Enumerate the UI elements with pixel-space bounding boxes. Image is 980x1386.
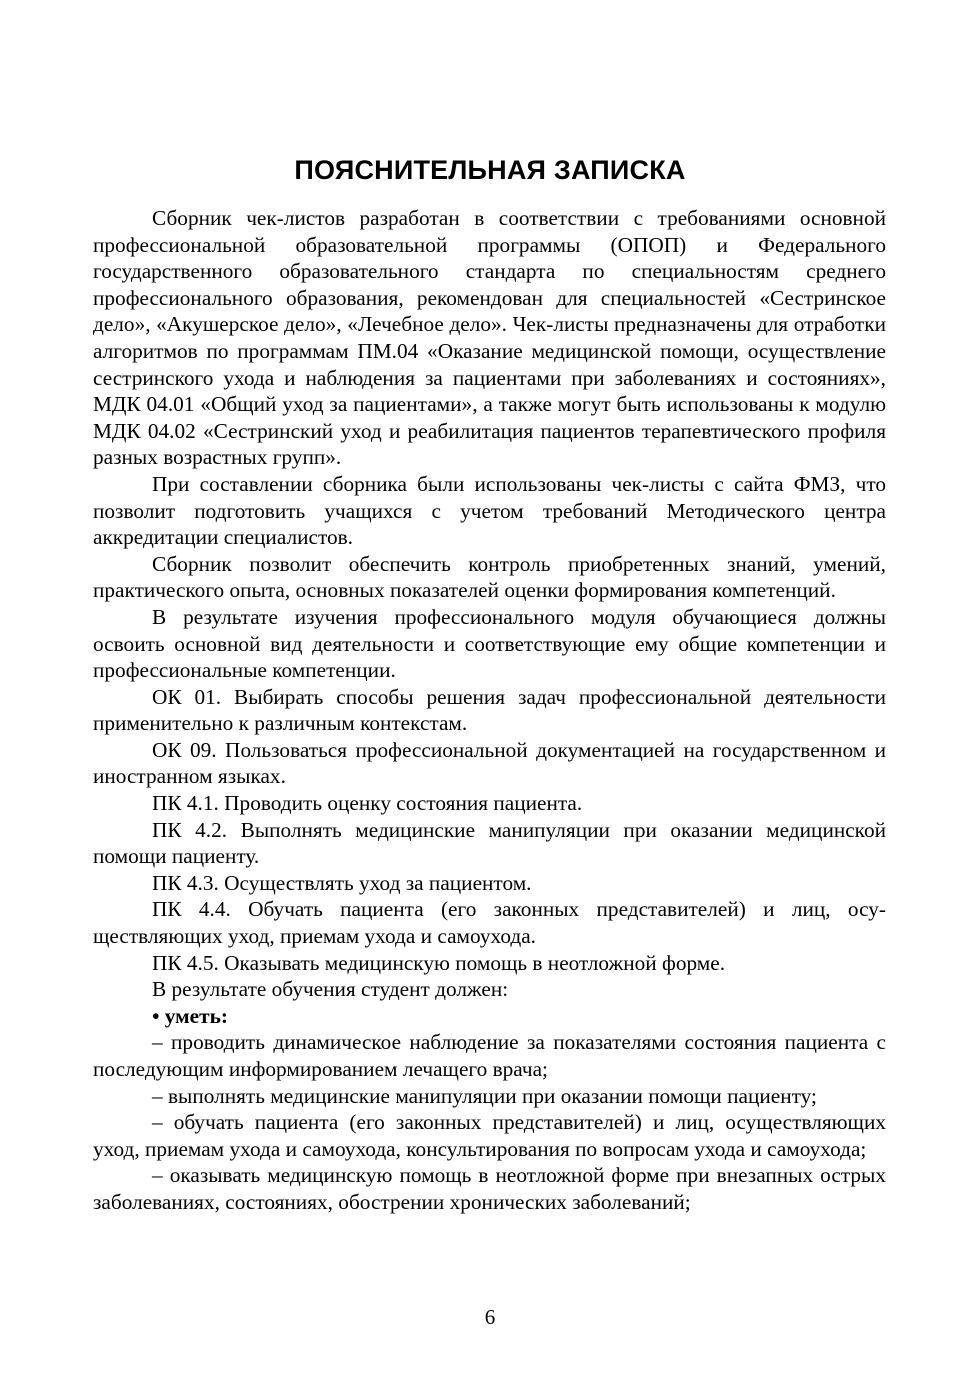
competency-pk-4-1: ПК 4.1. Проводить оценку состояния пациента. xyxy=(152,791,583,816)
competency-pk-4-3: ПК 4.3. Осуществлять уход за пациентом. xyxy=(152,870,532,895)
page-title: ПОЯСНИТЕЛЬНАЯ ЗАПИСКА xyxy=(294,155,686,185)
skill-item: – выполнять медицинские манипуляции при оказании помощи пациенту; xyxy=(152,1083,817,1108)
skill-item: – оказывать медицинскую помощь в неотложной форме при внезапных острых заболеваниях, состояниях, обострении хронических заболеваний; xyxy=(93,1163,886,1214)
document-body xyxy=(93,205,886,1216)
paragraph-competencies: В результате изучения профессионального модуля обучающиеся должны освоить основной вид деятельности и соответствующие ему общие компетенции и профессиональные компетенции. xyxy=(93,604,886,683)
skill-item: – обучать пациента (его законных представителей) и лиц, осуществляющих уход, приемам ухода и самоухода, консультирования по вопросам ухода и самоухода; xyxy=(93,1110,886,1161)
bullet-heading-skills: • уметь: xyxy=(152,1003,228,1028)
paragraph-intro: Сборник чек-листов разработан в соответствии с требованиями основной профессиональной образовательной программы (ОПОП) и Федерального государственного образовательного стандарта по специальностям среднего профессионального образования, рекомендован для специальностей «Сестринское дело», «Акушерское дело», «Лечебное дело». Чек-листы предназначены для отработки алгоритмов по программам ПМ.04 «Оказание медицинской помощи, осуществление сестринского ухода и наблюдения за пациентами при заболеваниях и состояниях», МДК 04.01 «Общий уход за пациентами», а также могут быть использованы к модулю МДК 04.02 «Сестринский уход и реабилитация пациентов терапевтического профиля разных возрастных групп». xyxy=(93,206,886,470)
competency-pk-4-5: ПК 4.5. Оказывать медицинскую помощь в неотложной форме. xyxy=(152,950,726,975)
competency-ok-09: ОК 09. Пользоваться профессиональной документацией на государственном и иностранном языках. xyxy=(93,737,886,789)
competency-ok-01: ОК 01. Выбирать способы решения задач профессиональной деятельности применительно к различным контекстам. xyxy=(93,684,886,736)
competency-pk-4-2: ПК 4.2. Выполнять медицинские манипуляции при оказании медицинской помощи пациенту. xyxy=(93,817,886,869)
skill-item: – проводить динамическое наблюдение за показателями состояния пациента с последующим информированием лечащего врача; xyxy=(93,1030,886,1081)
paragraph-control: Сборник позволит обеспечить контроль приобретенных знаний, умений, практического опыта, основных показателей оценки формирования компетенций. xyxy=(93,551,886,603)
paragraph-checklists-source: При составлении сборника были использованы чек-листы с сайта ФМЗ, что позволит подготовить учащихся с учетом требований Методического центра аккредитации специалистов. xyxy=(93,471,886,550)
page-number: 6 xyxy=(484,1305,496,1329)
competency-pk-4-4: ПК 4.4. Обучать пациента (его законных представителей) и лиц, осуществляющих уход, приемам ухода и самоухода. xyxy=(93,897,886,949)
paragraph-student-must: В результате обучения студент должен: xyxy=(152,977,509,1002)
